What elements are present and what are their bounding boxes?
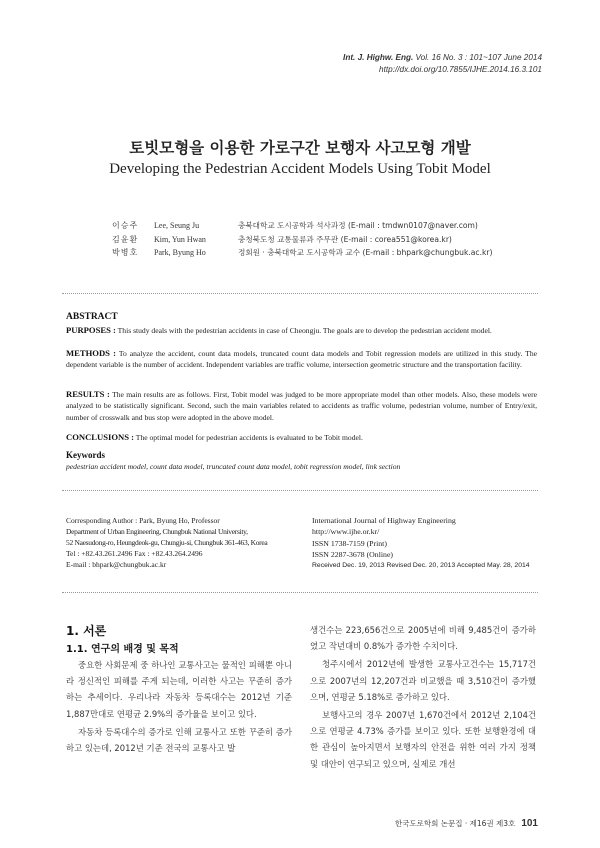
body-right-column (310, 622, 536, 772)
body-paragraph: 청주시에서 2012년에 발생한 교통사고건수는 15,717건으로 2007년의 12,207건과 비교했을 때 3,510건이 증가했으며, 연평균 5.18%로 증가하고 있다. (310, 659, 536, 702)
corresponding-author: Corresponding Author : Park, Byung Ho, Professor (66, 516, 220, 525)
dotted-divider (62, 490, 538, 491)
author-name-korean: 이승주 (112, 221, 139, 230)
author-department: Department of Urban Engineering, Chungbuk National University, (66, 527, 248, 536)
footer-journal-name: 한국도로학회 논문집 · 제16권 제3호 (394, 819, 516, 828)
subsection-heading: 1.1. 연구의 배경 및 목적 (66, 644, 179, 655)
journal-website-link[interactable]: http://www.ijhe.or.kr/ (312, 527, 380, 537)
abstract-heading: ABSTRACT (66, 312, 118, 322)
author-name-english: Lee, Seung Ju (154, 221, 200, 230)
body-paragraph: 중요한 사회문제 중 하나인 교통사고는 물적인 피해뿐 아니라 정신적인 피해를 주게 되는데, 이러한 사고는 꾸준히 증가하는 추세이다. 우리나라 자동차 등록대수는 2012년 기준 1,887만대로 연평균 2.9%의 증가율을 보이고 있다. (66, 660, 292, 719)
author-name-english: Kim, Yun Hwan (154, 234, 206, 244)
keywords-list: pedestrian accident model, count data model, truncated count data model, tobit regression model, link section (66, 462, 401, 471)
section-heading: 1. 서론 (66, 624, 107, 638)
page-number: 101 (521, 818, 538, 829)
author-name-korean: 김윤환 (112, 234, 139, 244)
author-address: 52 Naesudong-ro, Heungdeok-gu, Chungju-si, Chungbuk 361-463, Korea (66, 538, 268, 547)
submission-dates: Received Dec. 19, 2013 Revised Dec. 20, 2013 Accepted May. 28, 2014 (312, 562, 530, 570)
body-paragraph: 자동차 등록대수의 증가로 인해 교통사고 또한 꾸준히 증가하고 있는데, 2012년 기준 전국의 교통사고 발 (66, 726, 292, 754)
body-paragraph: 생건수는 223,656건으로 2005년에 비해 9,485건이 증가하였고 작년대비 0.8%가 증가한 수치이다. (310, 625, 536, 652)
author-name-english: Park, Byung Ho (154, 248, 206, 257)
author-row (112, 246, 493, 260)
journal-name: International Journal of Highway Engineering (312, 516, 456, 525)
issn-print: ISSN 1738-7159 (Print) (312, 538, 387, 548)
abstract-purposes: PURPOSES : This study deals with the pedestrian accidents in case of Cheongju. The goals are to develop the pedestrian accident model. (66, 325, 492, 335)
abstract-methods: METHODS : To analyze the accident, count data models, truncated count data models and Tobit regression models are utilized in this study. The dependent variable is the number of accident. Independent variables are traffic volume, intersection geometric structure and the transportation facility. (66, 348, 537, 370)
author-email[interactable]: E-mail : bhpark@chungbuk.ac.kr (66, 560, 167, 569)
keywords-heading: Keywords (66, 450, 105, 460)
abstract-conclusions: CONCLUSIONS : The optimal model for pedestrian accidents is evaluated to be Tobit model. (66, 432, 363, 442)
author-name-korean: 박병호 (112, 248, 139, 257)
body-left-column (66, 657, 292, 756)
journal-doi-link[interactable]: http://dx.doi.org/10.7855/IJHE.2014.16.3.101 (379, 64, 542, 74)
dotted-divider (62, 293, 538, 294)
author-row (112, 219, 493, 233)
issn-online: ISSN 2287-3678 (Online) (312, 549, 393, 559)
journal-info-block (312, 515, 530, 571)
author-phone-fax: Tel : +82.43.261.2496 Fax : +82.43.264.2496 (66, 549, 203, 558)
author-row (112, 233, 493, 247)
author-affiliation: 충북대학교 도시공학과 석사과정 (E-mail : tmdwn0107@naver.com) (238, 221, 478, 230)
journal-header (343, 52, 542, 75)
abstract-results: RESULTS : The main results are as follows. First, Tobit model was judged to be more appropriate model than other models. Also, these models were analyzed to be statistically significant. Second, such the main variables related to accidents as traffic volume, pedestrian volume, number of Entry/exit, number of crosswalk and bus stop were adopted in the above model. (66, 389, 538, 422)
body-paragraph: 보행사고의 경우 2007년 1,670건에서 2012년 2,104건으로 연평균 4.73% 증가를 보이고 있다. 또한 보행환경에 대한 관심이 높아지면서 보행자의 안전을 위한 여러 가지 정책 및 대안이 연구되고 있으며, 실제로 개선 (310, 710, 536, 769)
journal-citation: Int. J. Highw. Eng. Vol. 16 No. 3 : 101~107 June 2014 (343, 53, 542, 62)
corresponding-author-block (66, 515, 267, 570)
page-footer (395, 818, 538, 829)
paper-title-korean: 토빗모형을 이용한 가로구간 보행자 사고모형 개발 (129, 139, 471, 157)
dotted-divider (62, 592, 538, 593)
author-list (112, 219, 493, 260)
paper-title-english: Developing the Pedestrian Accident Models Using Tobit Model (109, 161, 491, 177)
author-affiliation: 충청북도청 교통물류과 주무관 (E-mail : corea551@korea.kr) (238, 234, 452, 244)
author-affiliation: 정회원 · 충북대학교 도시공학과 교수 (E-mail : bhpark@chungbuk.ac.kr) (238, 248, 493, 257)
